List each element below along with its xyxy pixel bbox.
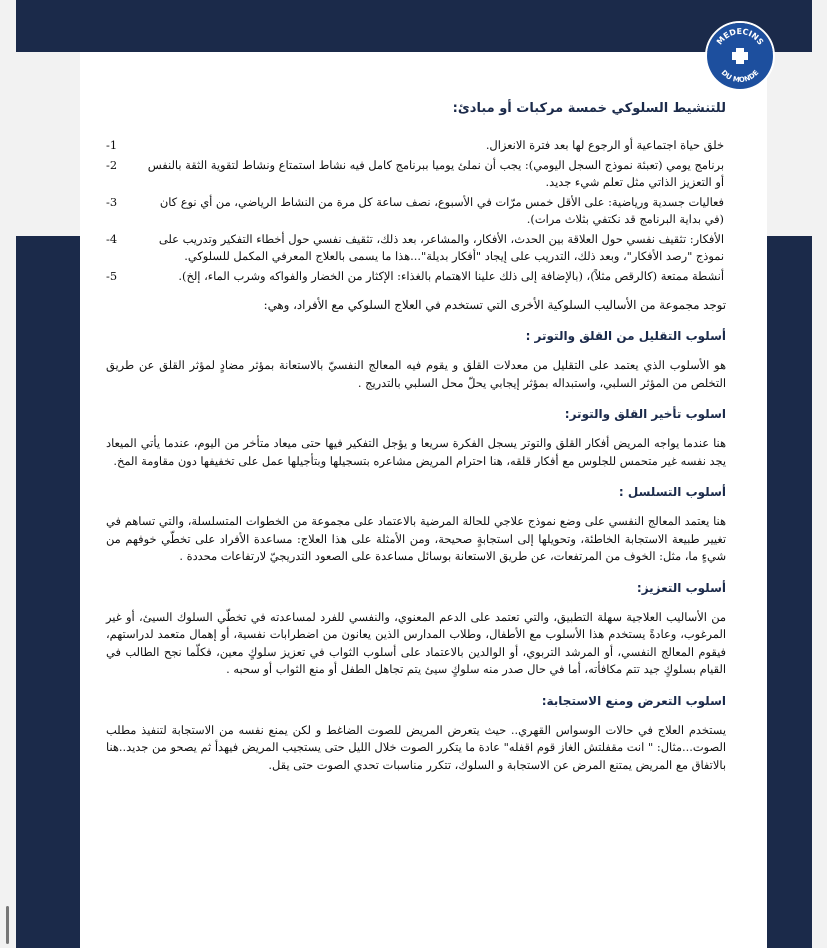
section-body: من الأساليب العلاجية سهلة التطبيق، والتي تعتمد على الدعم المعنوي، والنفسي للفرد لمساعدته في تخطّي السلوك السيئ، أو غير المرغوب، وعادةً يستخدم هذا الأسلوب مع الأطفال، وطلاب المدارس الذين يعانون من اضطرابات نفسية، أو إهمال متعمد لدراستهم، فيقوم المعالج النفسي، أو المرشد التربوي، أو الوالدين بالاعتماد على أسلوب الثواب في تعزيز سلوكٍ معين، فكلّما نجح الطالب في القيام بسلوكٍ جيد تتم مكافأته، أما في حال صدر منه سلوكٍ سيئ يتم تجاهل الطفل أو منع الثواب أو سحبه . <box>106 609 726 676</box>
list-item-text: برنامج يومي (تعبئة نموذج السجل اليومي): يجب أن نملئ يوميا ببرنامج كامل فيه نشاط استمتاع ونشاط لتقوية الثقة بالنفس أو التعزيز الذاتي مثل تعلم شيء جديد. <box>147 158 724 189</box>
medecins-du-monde-logo <box>705 21 775 91</box>
list-item-text: فعاليات جسدية ورياضية: على الأقل خمس مرّات في الأسبوع، نصف ساعة كل مرة من النشاط الرياضي، من أي نوع كان (في بداية البرنامج قد نكتفي بثلاث مرات). <box>159 195 724 226</box>
section-body: يستخدم العلاج في حالات الوسواس القهري.. حيث يتعرض المريض للصوت الضاغط و لكن يمنع نفسه من الاستجابة لتنفيذ مطلب الصوت...مثال: " انت مقفلتش الغاز قوم اقفله" عادة ما يتكرر الصوت خلال الليل حتى يستجيب المريض فيهدأ ثم يصحو من جديد..هنا بالاتفاق مع المريض يمتنع المرض عن الاستجابة و السلوك، تتكرر مناسبات تحدي الصوت حتى يقل. <box>106 722 726 772</box>
list-item-number: -1 <box>106 138 118 152</box>
list-item-text: الأفكار: تثقيف نفسي حول العلاقة بين الحدث، الأفكار، والمشاعر، بعد ذلك، تثقيف نفسي حول أخطاء التفكير وتدريب على نموذج "رصد الأفكار"، وبعد ذلك، التدريب على إيجاد "أفكار بديلة"...هذا ما يسمى بالعلاج المعرفي المكمل للسلوكي. <box>158 232 724 263</box>
logo-text-top: MEDECINS <box>714 26 766 47</box>
top-header-band <box>16 0 812 52</box>
list-item-number: -4 <box>106 232 118 246</box>
list-item-text: أنشطة ممتعة (كالرقص مثلاً)، (بالإضافة إلى ذلك علينا الاهتمام بالغذاء: الإكثار من الخضار والفواكه وشرب الماء، إلخ). <box>178 269 724 283</box>
scroll-indicator[interactable] <box>6 906 9 944</box>
section-heading: اسلوب تأخير القلق والتوتر: <box>564 407 726 421</box>
section-heading: أسلوب التسلسل : <box>618 485 726 499</box>
section-body: هنا يعتمد المعالج النفسي على وضع نموذج علاجي للحالة المرضية بالاعتماد على مجموعة من الخطوات المتسلسلة، والتي تساهم في تغيير طبيعة الاستجابة الخاطئة، وتحويلها إلى استجابةٍ صحيحة، ومن الأمثلة على هذا العلاج: مساعدة الأفراد على تخطّي خوفهم من شيءٍ ما، مثل: الخوف من المرتفعات، عن طريق الاستعانة بوسائل مساعدة على الصعود التدريجيّ لارتفاعات محددة . <box>106 514 726 563</box>
intro-paragraph: توجد مجموعة من الأساليب السلوكية الأخرى التي تستخدم في العلاج السلوكي مع الأفراد، وهي: <box>263 298 726 312</box>
list-item-text: خلق حياة اجتماعية أو الرجوع لها بعد فترة الانعزال. <box>485 138 724 152</box>
section-body: هو الأسلوب الذي يعتمد على التقليل من معدلات القلق و يقوم فيه المعالج النفسيّ بالاستعانة بمؤثر مضادٍ لمؤثر القلق عن طريق التخلص من المؤثر السلبي، واستبداله بمؤثر إيجابي يحلّ محل السلبي بالتدريج . <box>106 358 726 390</box>
list-item <box>106 137 726 154</box>
section-heading: أسلوب التقليل من القلق والتوتر : <box>525 329 726 343</box>
left-side-band <box>16 236 80 948</box>
list-item-number: -5 <box>106 269 118 283</box>
logo-emblem-icon <box>707 23 773 89</box>
list-item <box>106 194 726 228</box>
list-item <box>106 231 726 265</box>
list-item-number: -3 <box>106 195 118 209</box>
section-heading: أسلوب التعزيز: <box>636 580 726 595</box>
logo-text-bottom: DU MONDE <box>719 68 761 85</box>
section-heading: اسلوب التعرض ومنع الاستجابة: <box>541 693 726 708</box>
right-side-band <box>767 236 812 948</box>
page-title: للتنشيط السلوكي خمسة مركبات أو مبادئ: <box>452 101 726 116</box>
list-item <box>106 268 726 285</box>
list-item <box>106 157 726 191</box>
document-content <box>106 86 726 780</box>
section-body: هنا عندما يواجه المريض أفكار القلق والتوتر يسجل الفكرة سريعا و يؤجل التفكير فيها حتى ميعاد متأخر من اليوم، عندما يأتي الميعاد يجد نفسه غير متحمس للجلوس مع أفكار قلقه، هنا احترام المريض مشاعره بتسجيلها وبتأجيلها عمل على تخفيفها دون مقاومة المخ. <box>106 436 726 468</box>
list-item-number: -2 <box>106 158 118 172</box>
principles-list <box>106 137 726 285</box>
